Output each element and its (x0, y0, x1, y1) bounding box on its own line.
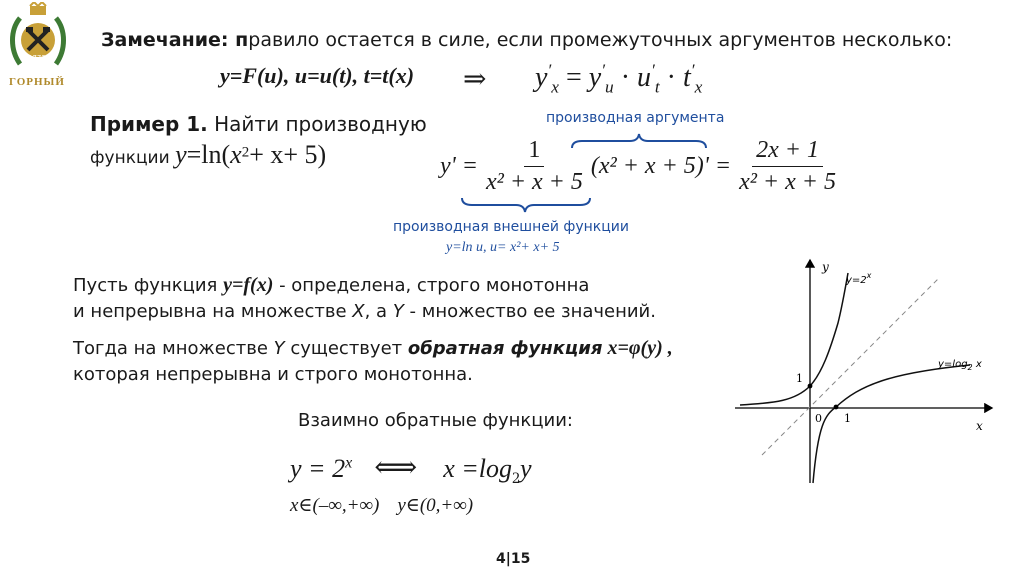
inverse-line-2: и непрерывна на множестве X, а Y - множество ее значений. (73, 301, 656, 322)
mutual-formula: $y = 2^x$ ⟺ $x =\log_2y$ (290, 451, 532, 488)
y-axis-label: y (822, 260, 829, 274)
example-label: Пример 1. (90, 112, 208, 136)
remark-text: равило остается в силе, если промежуточных аргументов несколько: (248, 29, 953, 51)
example-function: функции $y=\ln(x^2+ x+ 5)$ (90, 140, 327, 169)
logarithm-curve (813, 365, 970, 483)
log-curve-label: $y=\log_2$ x (938, 359, 982, 372)
bisector-line (762, 277, 940, 455)
inverse-line-3: Тогда на множестве Y существует обратная функция x=φ(y) , (73, 337, 673, 359)
exponential-curve (740, 273, 848, 405)
derivative-formula: y' = $\frac{1}{\text{x² + x + 5}}$ (x² + x + 5)' = $\frac{2x + 1}{\text{x² + x + 5}}$ (440, 137, 840, 196)
inverse-functions-graph (730, 255, 1000, 490)
logo-text: ГОРНЫЙ (9, 76, 65, 88)
logo (6, 2, 70, 94)
fraction-outer: $\frac{1}{\text{x² + x + 5}}$ (485, 137, 583, 195)
example-text: Найти производную (207, 112, 427, 136)
example-line (90, 112, 427, 136)
inverse-line-1: Пусть функция y=f(x) - определена, строго монотонна (73, 274, 590, 296)
annotation-substitution: y=ln u, u= x²+ x+ 5 (446, 240, 560, 255)
page-number: 4|15 (496, 551, 531, 567)
tick-label-x1: 1 (844, 412, 851, 425)
tick-label-origin: 0 (815, 412, 822, 425)
inverse-paragraph (73, 272, 673, 388)
equivalence-icon: ⟺ (374, 451, 418, 484)
mining-emblem-icon (6, 2, 70, 74)
tick-label-y1: 1 (796, 372, 803, 385)
annotation-outer-derivative: производная внешней функции (393, 219, 629, 235)
brace-bottom-icon (460, 196, 592, 214)
annotation-argument-derivative: производная аргумента (546, 110, 725, 126)
remark-label: Замечание: п (101, 29, 249, 51)
x-axis-label: x (976, 419, 983, 433)
exp-curve-label: $y=2^x$ (846, 271, 872, 286)
inverse-line-4: которая непрерывна и строго монотонна. (73, 364, 473, 385)
logo-year: 1773 (28, 54, 46, 62)
fraction-result: $\frac{2x + 1}{\text{x² + x + 5}}$ (739, 137, 836, 195)
chain-left: y=F(u), u=u(t), t=t(x) (220, 63, 415, 88)
mutual-domain-range: x∈(–∞,+∞) y∈(0,+∞) (290, 495, 474, 516)
remark-line (101, 29, 952, 51)
mutual-title: Взаимно обратные функции: (298, 410, 573, 431)
chain-rule-formula: $y'_x = y'_u \cdot u'_t \cdot t'_x$ (535, 60, 703, 97)
implies-symbol: ⇒ (463, 64, 487, 95)
